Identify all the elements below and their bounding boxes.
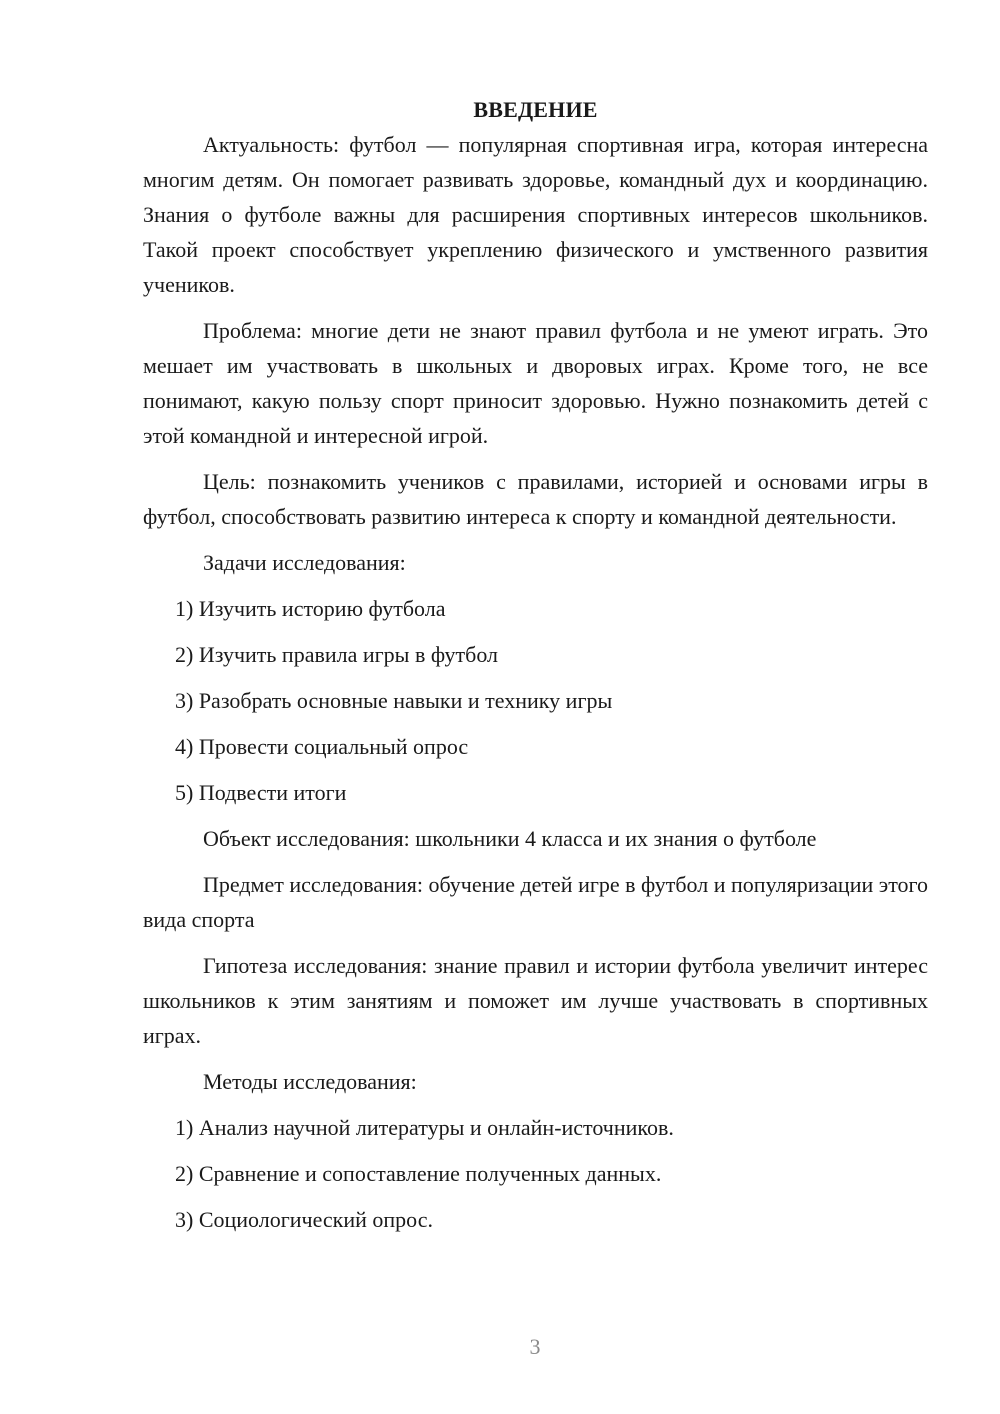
task-item: 3) Разобрать основные навыки и технику игры: [175, 688, 613, 713]
document-page: [143, 94, 928, 1248]
page-number: 3: [529, 1334, 541, 1359]
tasks-heading: Задачи исследования:: [203, 550, 406, 575]
subject-paragraph: Предмет исследования: обучение детей игре в футбол и популяризации этого вида спорта: [143, 872, 928, 932]
goal-paragraph: Цель: познакомить учеников с правилами, историей и основами игры в футбол, способствовать развитию интереса к спорту и командной деятельности.: [143, 469, 928, 529]
method-item: 3) Социологический опрос.: [175, 1207, 433, 1232]
relevance-paragraph: Актуальность: футбол — популярная спортивная игра, которая интересна многим детям. Он помогает развивать здоровье, командный дух и координацию. Знания о футболе важны для расширения спортивных интересов школьников. Такой проект способствует укреплению физического и умственного развития учеников.: [143, 132, 928, 297]
task-item: 2) Изучить правила игры в футбол: [175, 642, 499, 667]
object-paragraph: Объект исследования: школьники 4 класса и их знания о футболе: [203, 826, 817, 851]
problem-paragraph: Проблема: многие дети не знают правил футбола и не умеют играть. Это мешает им участвовать в школьных и дворовых играх. Кроме того, не все понимают, какую пользу спорт приносит здоровью. Нужно познакомить детей с этой командной и интересной игрой.: [143, 318, 928, 448]
task-item: 5) Подвести итоги: [175, 780, 347, 805]
hypothesis-paragraph: Гипотеза исследования: знание правил и истории футбола увеличит интерес школьников к этим занятиям и поможет им лучше участвовать в спортивных играх.: [143, 953, 928, 1048]
section-title: ВВЕДЕНИЕ: [473, 97, 598, 122]
method-item: 1) Анализ научной литературы и онлайн-источников.: [175, 1115, 674, 1140]
method-item: 2) Сравнение и сопоставление полученных данных.: [175, 1161, 662, 1186]
methods-heading: Методы исследования:: [203, 1069, 417, 1094]
task-item: 1) Изучить историю футбола: [175, 596, 446, 621]
task-item: 4) Провести социальный опрос: [175, 734, 469, 759]
